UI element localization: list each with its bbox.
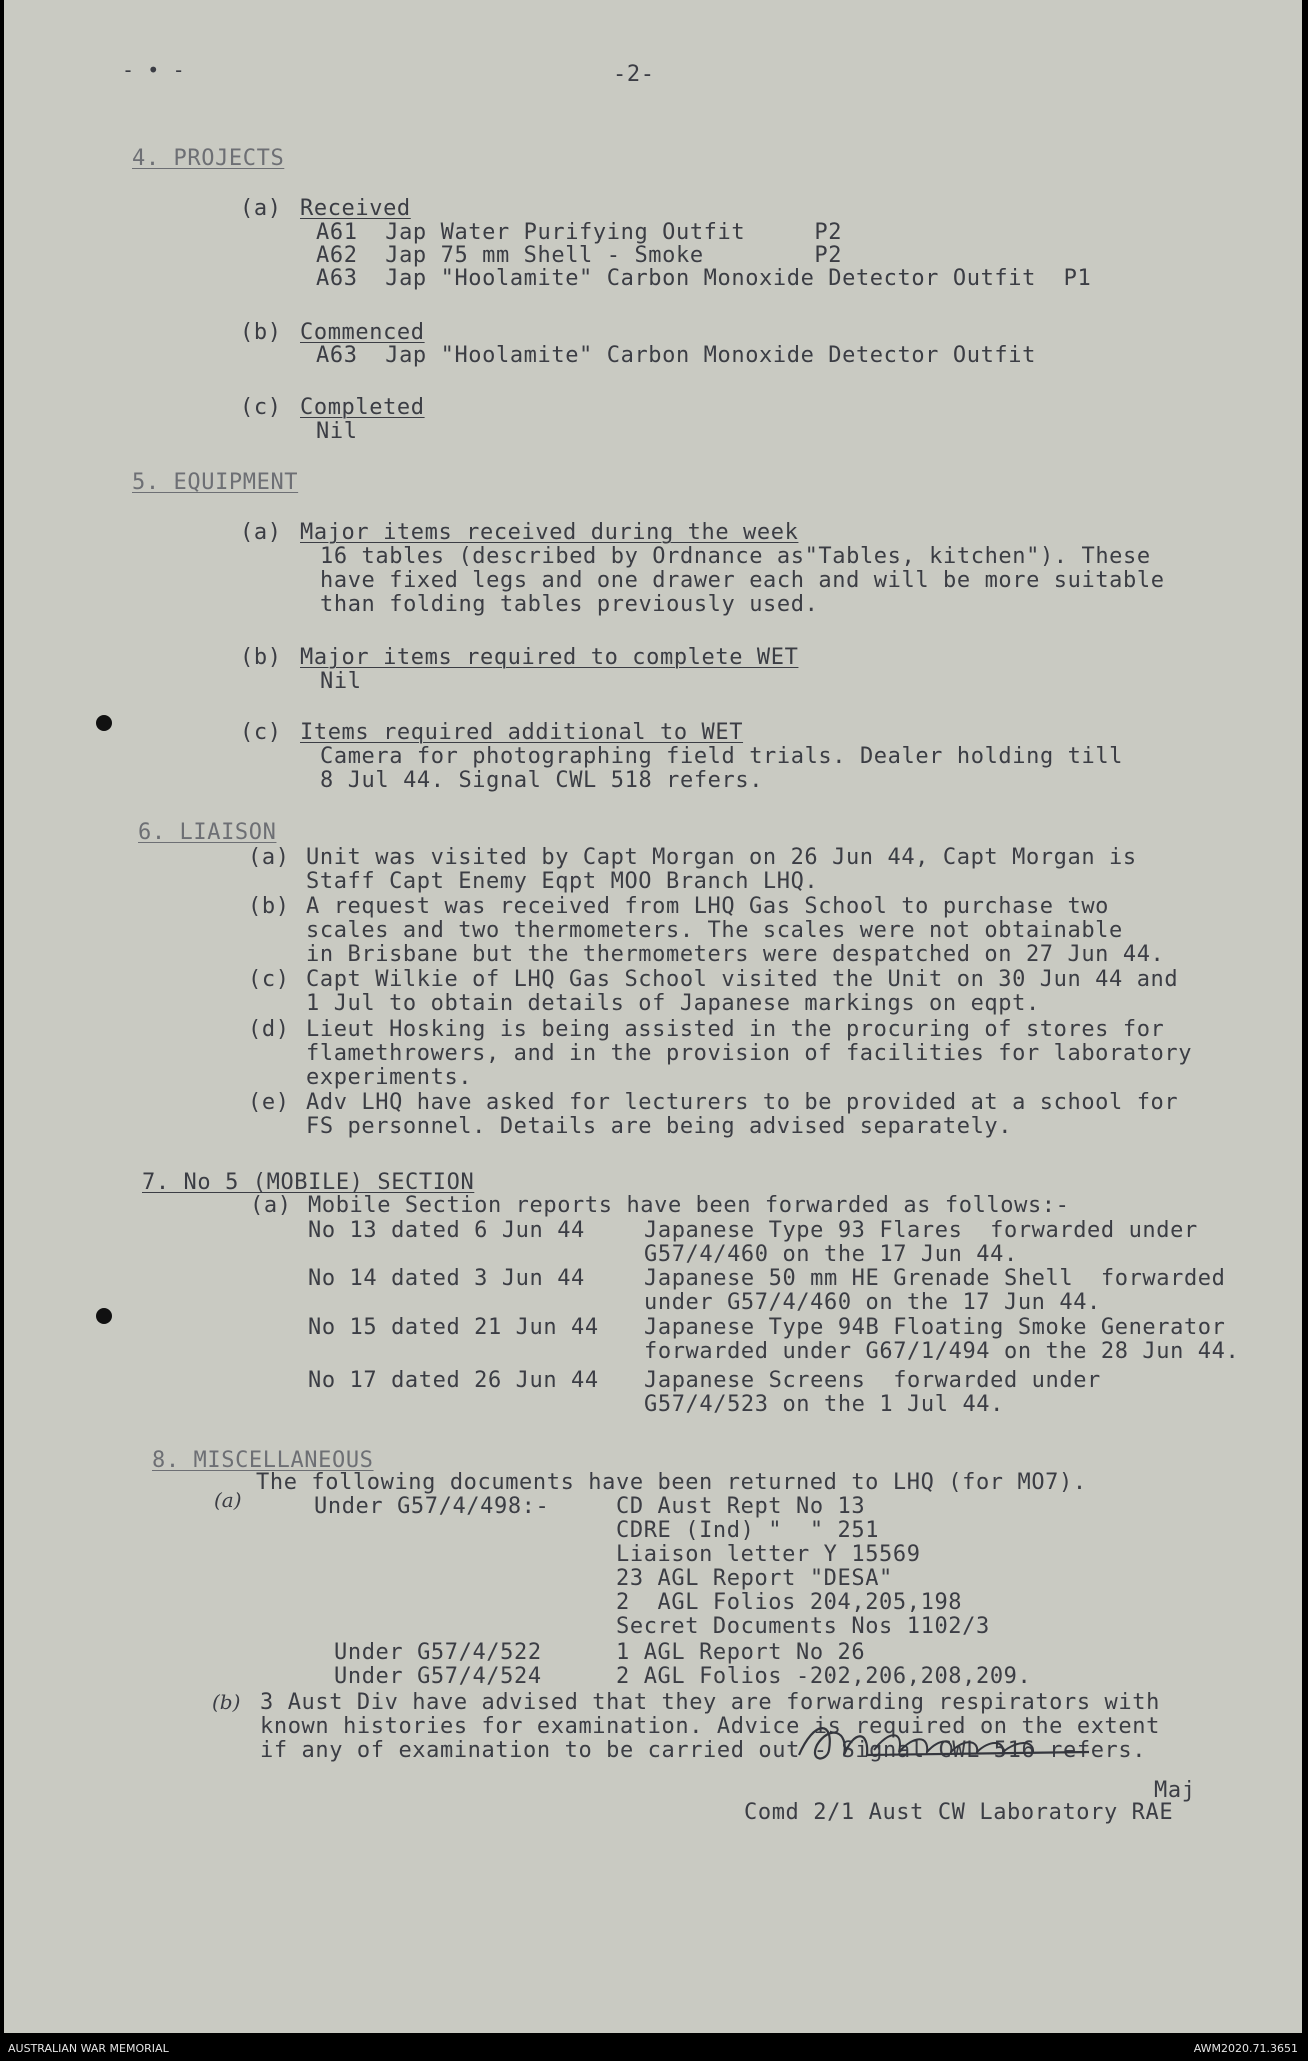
section-7-heading: 7. No 5 (MOBILE) SECTION xyxy=(142,1170,475,1195)
s4-c-label: (c) xyxy=(240,395,282,420)
section-8-heading: 8. MISCELLANEOUS xyxy=(152,1448,374,1473)
signature-rank: Maj xyxy=(1154,1778,1196,1803)
section-4-heading: 4. PROJECTS xyxy=(132,146,285,171)
s4-a-title: Received xyxy=(300,196,411,221)
s8-doc: CDRE (Ind) " " 251 xyxy=(616,1518,880,1543)
page-number: -2- xyxy=(613,62,655,87)
s8-b-line: 3 Aust Div have advised that they are forwarding respirators with xyxy=(260,1690,1160,1715)
s6-line: FS personnel. Details are being advised separately. xyxy=(306,1114,1013,1139)
s6-line: experiments. xyxy=(306,1065,473,1090)
s6-line: A request was received from LHQ Gas School to purchase two xyxy=(306,894,1110,919)
s6-label: (d) xyxy=(248,1017,290,1042)
s8-doc: 1 AGL Report No 26 xyxy=(616,1640,866,1665)
s8-doc: 2 AGL Folios 204,205,198 xyxy=(616,1590,963,1615)
s4-a-item: A63 Jap "Hoolamite" Carbon Monoxide Detector Outfit P1 xyxy=(316,266,1092,291)
corner-marks: - • - xyxy=(122,58,186,82)
punch-hole xyxy=(96,1308,112,1324)
punch-hole xyxy=(96,715,112,731)
s6-line: flamethrowers, and in the provision of facilities for laboratory xyxy=(306,1041,1193,1066)
s8-b-line: if any of examination to be carried out - Signal CWL 516 refers. xyxy=(260,1738,1147,1763)
s7-report-line: Japanese 50 mm HE Grenade Shell forwarded xyxy=(644,1266,1226,1291)
s4-b-label: (b) xyxy=(240,320,282,345)
section-6-heading: 6. LIAISON xyxy=(138,820,277,845)
s5-a-line: than folding tables previously used. xyxy=(320,592,819,617)
s6-line: Adv LHQ have asked for lecturers to be provided at a school for xyxy=(306,1090,1179,1115)
s6-label: (e) xyxy=(248,1090,290,1115)
s6-line: 1 Jul to obtain details of Japanese markings on eqpt. xyxy=(306,991,1040,1016)
s5-a-title: Major items received during the week xyxy=(300,520,799,545)
s4-b-item: A63 Jap "Hoolamite" Carbon Monoxide Detector Outfit xyxy=(316,343,1036,368)
s8-doc: Liaison letter Y 15569 xyxy=(616,1542,921,1567)
s4-a-label: (a) xyxy=(240,196,282,221)
s6-line: in Brisbane but the thermometers were despatched on 27 Jun 44. xyxy=(306,942,1165,967)
s8-a-label: (a) xyxy=(214,1488,242,1512)
footer-left: AUSTRALIAN WAR MEMORIAL xyxy=(8,2042,169,2055)
s5-c-label: (c) xyxy=(240,720,282,745)
handwritten-signature xyxy=(789,1700,1109,1780)
s6-line: Staff Capt Enemy Eqpt MOO Branch LHQ. xyxy=(306,869,819,894)
s8-under-3: Under G57/4/524 xyxy=(334,1664,542,1689)
s6-label: (b) xyxy=(248,894,290,919)
s4-a-item: A62 Jap 75 mm Shell - Smoke P2 xyxy=(316,243,843,268)
s7-report-ref: No 17 dated 26 Jun 44 xyxy=(308,1368,599,1393)
s5-a-line: have fixed legs and one drawer each and will be more suitable xyxy=(320,568,1165,593)
s7-report-line: G57/4/523 on the 1 Jul 44. xyxy=(644,1392,1004,1417)
s7-report-line: under G57/4/460 on the 17 Jun 44. xyxy=(644,1290,1101,1315)
s7-report-line: Japanese Type 93 Flares forwarded under xyxy=(644,1218,1198,1243)
s7-report-ref: No 13 dated 6 Jun 44 xyxy=(308,1218,585,1243)
section-5-heading: 5. EQUIPMENT xyxy=(132,470,299,495)
s8-b-line: known histories for examination. Advice is required on the extent xyxy=(260,1714,1160,1739)
s6-line: Capt Wilkie of LHQ Gas School visited the Unit on 30 Jun 44 and xyxy=(306,967,1179,992)
s5-b-title: Major items required to complete WET xyxy=(300,645,799,670)
s4-c-item: Nil xyxy=(316,419,358,444)
s5-a-line: 16 tables (described by Ordnance as"Tables, kitchen"). These xyxy=(320,544,1151,569)
s5-c-title: Items required additional to WET xyxy=(300,720,744,745)
s6-label: (c) xyxy=(248,967,290,992)
s8-under-1: Under G57/4/498:- xyxy=(314,1494,550,1519)
document-page xyxy=(4,0,1302,2033)
signature-title: Comd 2/1 Aust CW Laboratory RAE xyxy=(744,1800,1174,1825)
s7-report-line: forwarded under G67/1/494 on the 28 Jun 44. xyxy=(644,1339,1240,1364)
s6-label: (a) xyxy=(248,845,290,870)
s4-c-title: Completed xyxy=(300,395,425,420)
s5-b-label: (b) xyxy=(240,645,282,670)
s5-c-line: Camera for photographing field trials. Dealer holding till xyxy=(320,744,1124,769)
s5-a-label: (a) xyxy=(240,520,282,545)
s8-b-label: (b) xyxy=(212,1690,241,1714)
s6-line: scales and two thermometers. The scales were not obtainable xyxy=(306,918,1123,943)
s7-report-ref: No 15 dated 21 Jun 44 xyxy=(308,1315,599,1340)
s5-b-line: Nil xyxy=(320,669,362,694)
footer-right: AWM2020.71.3651 xyxy=(1193,2042,1298,2055)
archive-footer xyxy=(0,2040,1308,2061)
s7-report-line: Japanese Screens forwarded under xyxy=(644,1368,1101,1393)
s6-line: Unit was visited by Capt Morgan on 26 Jun 44, Capt Morgan is xyxy=(306,845,1137,870)
s7-intro: Mobile Section reports have been forwarded as follows:- xyxy=(308,1193,1070,1218)
s8-a-intro: The following documents have been returned to LHQ (for MO7). xyxy=(256,1470,1087,1495)
s8-doc: 2 AGL Folios -202,206,208,209. xyxy=(616,1664,1032,1689)
s7-report-ref: No 14 dated 3 Jun 44 xyxy=(308,1266,585,1291)
s7-report-line: Japanese Type 94B Floating Smoke Generator xyxy=(644,1315,1226,1340)
s8-doc: Secret Documents Nos 1102/3 xyxy=(616,1614,990,1639)
s4-b-title: Commenced xyxy=(300,320,425,345)
s8-under-2: Under G57/4/522 xyxy=(334,1640,542,1665)
s8-doc: CD Aust Rept No 13 xyxy=(616,1494,866,1519)
s6-line: Lieut Hosking is being assisted in the procuring of stores for xyxy=(306,1017,1165,1042)
s4-a-item: A61 Jap Water Purifying Outfit P2 xyxy=(316,220,843,245)
s8-doc: 23 AGL Report "DESA" xyxy=(616,1566,893,1591)
s7-a-label: (a) xyxy=(250,1193,292,1218)
s5-c-line: 8 Jul 44. Signal CWL 518 refers. xyxy=(320,768,764,793)
s7-report-line: G57/4/460 on the 17 Jun 44. xyxy=(644,1242,1018,1267)
